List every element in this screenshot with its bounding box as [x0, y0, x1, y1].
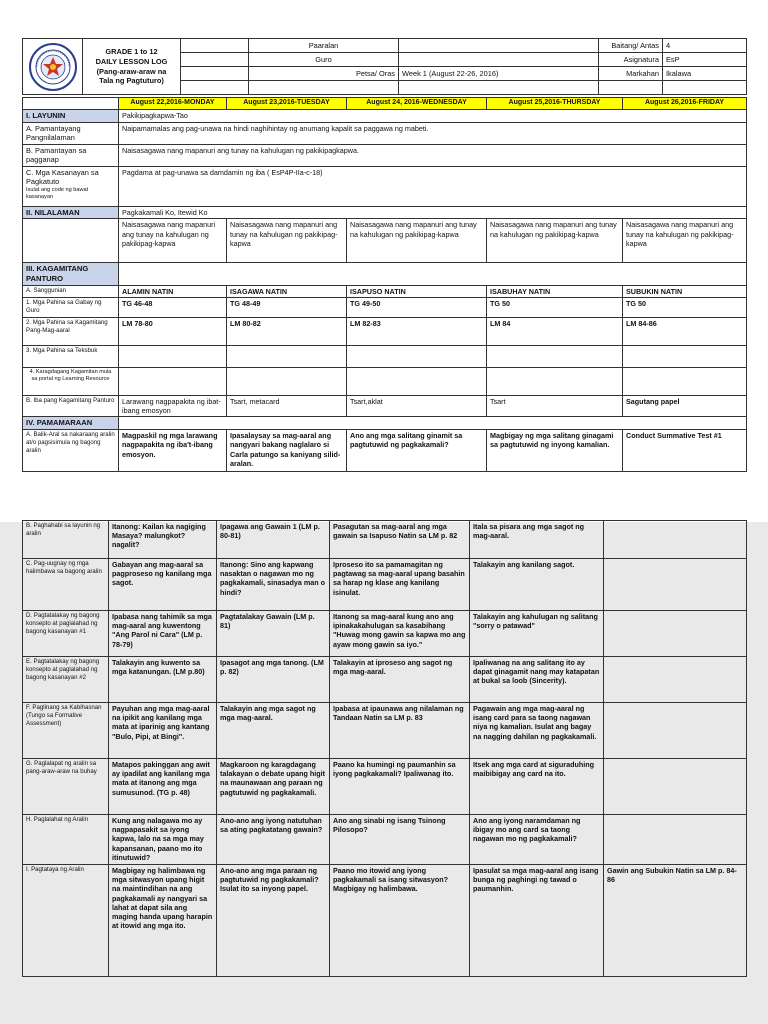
paglinang-title: F. Paglinang sa Kabihasnan	[26, 704, 102, 711]
guro-label: Guro	[249, 53, 399, 67]
blank-cell	[487, 345, 623, 367]
paglinang-thursday: Pagawain ang mga mag-aaral ng isang card para sa taong nagawan niya ng kamalian. Isulat ang bagay na nagging dahilan ng pagkakamali.	[470, 703, 604, 759]
paglinang-note: (Tungo sa Formative Assessment)	[26, 711, 82, 727]
blank-cell	[23, 219, 119, 263]
blank-cell	[347, 367, 487, 395]
pagtatalakay-2-tuesday: Ipasagot ang mga tanong. (LM p. 82)	[217, 657, 330, 703]
pamantayang-pangnilalaman-value: Naipamamalas ang pag-unawa na hindi naghihintay ng anumang kapalit sa paggawa ng mabeti.	[119, 122, 747, 144]
title-line: (Pang-araw-araw na	[96, 66, 167, 76]
nilalaman-title: Pagkakamali Ko, Itewid Ko	[119, 206, 747, 219]
kagamitan-tuesday: Tsart, metacard	[227, 395, 347, 416]
paghahabi-wednesday: Pasagutan sa mag-aaral ang mga gawain sa Isapuso Natin sa LM p. 82	[330, 521, 470, 559]
kasanayan-note: Isulat ang code ng bawat kasanayan	[26, 186, 89, 200]
blank-cell	[227, 345, 347, 367]
paglalahat-monday: Kung ang nalagawa mo ay nagpapasakit sa iyong kapwa, lalo na sa mga may kapansanan, paano mo ito itinutuwid?	[109, 815, 217, 865]
title-line: Tala ng Pagtuturo)	[99, 76, 164, 86]
sanggunian-monday: ALAMIN NATIN	[119, 285, 227, 297]
blank-cell	[181, 53, 249, 67]
pag-uugnay-tuesday: Itanong: Sino ang kapwang nasaktan o nagawan mo ng pagkakamali, sinasadya man o hindi?	[217, 559, 330, 611]
paglalahat-label: H. Paglalahat ng Aralin	[23, 815, 109, 865]
pagtataya-wednesday: Paano mo itowid ang iyong pagkakamali sa isang sitwasyon? Magbigay ng halimbawa.	[330, 865, 470, 977]
paaralan-value	[399, 39, 599, 53]
pagtatalakay-2-wednesday: Talakayin at iproseso ang sagot ng mga mag-aaral.	[330, 657, 470, 703]
blank-cell	[227, 367, 347, 395]
day-thursday: August 25,2016-THURSDAY	[487, 98, 623, 110]
section-pamamaraan: IV. PAMAMARAAN	[23, 417, 119, 430]
paglalahat-thursday: Ano ang iyong naramdaman ng ibigay mo ang card sa taong nagawan mo ng pagkakamali?	[470, 815, 604, 865]
blank-cell	[663, 81, 747, 95]
blank-cell	[23, 98, 119, 110]
paghahabi-tuesday: Ipagawa ang Gawain 1 (LM p. 80-81)	[217, 521, 330, 559]
blank-cell	[347, 345, 487, 367]
nilalaman-tuesday: Naisasagawa nang mapanuri ang tunay na kahulugan ng pakikipag-kapwa	[227, 219, 347, 263]
paglalapat-monday: Matapos pakinggan ang awit ay ipadilat ang kanilang mga mata at itanong ang mga sumusunod. (TG p. 48)	[109, 759, 217, 815]
paglalapat-thursday: Itsek ang mga card at siguraduhing maibibigay ang card na ito.	[470, 759, 604, 815]
pamantayan-pagganap-label: B. Pamantayan sa pagganap	[23, 144, 119, 166]
tg-wednesday: TG 49-50	[347, 297, 487, 317]
tg-monday: TG 46-48	[119, 297, 227, 317]
paghahabi-monday: Itanong: Kailan ka nagiging Masaya? malungkot? nagalit?	[109, 521, 217, 559]
blank-cell	[119, 367, 227, 395]
teksbuk-label: 3. Mga Pahina sa Teksbuk	[23, 345, 119, 367]
blank-cell	[181, 39, 249, 53]
blank-cell	[119, 345, 227, 367]
paglalahat-friday	[604, 815, 747, 865]
pagtatalakay-1-label: D. Pagtatalakay ng bagong konsepto at paglalahad ng bagong kasanayan #1	[23, 611, 109, 657]
pagtatalakay-1-monday: Ipabasa nang tahimik sa mga mag-aaral ang kuwentong "Ang Parol ni Cara" (LM p. 78-79)	[109, 611, 217, 657]
kagamitan-wednesday: Tsart,aklat	[347, 395, 487, 416]
balik-aral-thursday: Magbigay ng mga salitang ginagami sa pagtutuwid ng inyong kamalian.	[487, 430, 623, 472]
guro-value	[399, 53, 599, 67]
balik-aral-friday: Conduct Summative Test #1	[623, 430, 747, 472]
paglalahat-tuesday: Ano-ano ang iyong natutuhan sa ating pagkatatang gawain?	[217, 815, 330, 865]
tg-friday: TG 50	[623, 297, 747, 317]
blank-cell	[181, 81, 249, 95]
pagtatalakay-2-monday: Talakayin ang kuwento sa mga katanungan. (LM p.80)	[109, 657, 217, 703]
paglinang-wednesday: Ipabasa at ipaunawa ang nilalaman ng Tandaan Natin sa LM p. 83	[330, 703, 470, 759]
section-nilalaman: II. NILALAMAN	[23, 206, 119, 219]
sanggunian-tuesday: ISAGAWA NATIN	[227, 285, 347, 297]
pag-uugnay-label: C. Pag-uugnay ng mga halimbawa sa bagong aralin	[23, 559, 109, 611]
pagtataya-label: I. Pagtataya ng Aralin	[23, 865, 109, 977]
kasanayan-label	[23, 166, 119, 206]
header-table	[22, 38, 747, 95]
pagtatalakay-2-label: E. Pagtatalakay ng bagong konsepto at paglalahad ng bagong kasanayan #2	[23, 657, 109, 703]
pag-uugnay-monday: Gabayan ang mag-aaral sa pagproseso ng kanilang mga sagot.	[109, 559, 217, 611]
paghahabi-friday	[604, 521, 747, 559]
lm-thursday: LM 84	[487, 317, 623, 345]
blank-cell	[399, 81, 599, 95]
nilalaman-wednesday: Naisasagawa nang mapanuri ang tunay na kahulugan ng pakikipag-kapwa	[347, 219, 487, 263]
baitang-label: Baitang/ Antas	[599, 39, 663, 53]
pag-uugnay-friday	[604, 559, 747, 611]
karagdagang-kagamitan-label: 4. Karagdagang Kagamitan mula sa portal ng Learning Resource	[23, 367, 119, 395]
markahan-value: Ikalawa	[663, 67, 747, 81]
title-line: GRADE 1 to 12	[105, 46, 158, 56]
blank-cell	[487, 367, 623, 395]
pagtataya-monday: Magbigay ng halimbawa ng mga sitwasyon upang higit na maintindihan na ang pagkakamali ay nangyari sa lahat at dapat sila ang maging handa upang harapin at itowid ang mga ito.	[109, 865, 217, 977]
blank-cell	[181, 67, 249, 81]
blank-cell	[119, 417, 747, 430]
pag-uugnay-thursday: Talakayin ang kanilang sagot.	[470, 559, 604, 611]
sanggunian-wednesday: ISAPUSO NATIN	[347, 285, 487, 297]
blank-cell	[623, 345, 747, 367]
blank-cell	[249, 81, 399, 95]
tg-thursday: TG 50	[487, 297, 623, 317]
balik-aral-monday: Magpaskil ng mga larawang nagpapakita ng iba't-ibang emosyon.	[119, 430, 227, 472]
day-friday: August 26,2016-FRIDAY	[623, 98, 747, 110]
tg-tuesday: TG 48-49	[227, 297, 347, 317]
day-wednesday: August 24, 2016-WEDNESDAY	[347, 98, 487, 110]
paglinang-monday: Payuhan ang mga mag-aaral na ipikit ang kanilang mga mata at iparinig ang kantang "Bulo, Pipi, at Bingi".	[109, 703, 217, 759]
balik-aral-wednesday: Ano ang mga salitang ginamit sa pagtutuwid ng pagkakamali?	[347, 430, 487, 472]
paglalapat-label: G. Paglalapat ng aralin sa pang-araw-araw na buhay	[23, 759, 109, 815]
paghahabi-label: B. Paghahabi sa layunin ng aralin	[23, 521, 109, 559]
blank-cell	[623, 367, 747, 395]
pag-uugnay-wednesday: Iproseso ito sa pamamagitan ng pagtawag sa mag-aaral upang basahin sa harap ng klase ang kanilang isinulat.	[330, 559, 470, 611]
sanggunian-thursday: ISABUHAY NATIN	[487, 285, 623, 297]
blank-cell	[119, 263, 747, 285]
paglalapat-wednesday: Paano ka humingi ng paumanhin sa iyong pagkakamali? Ipaliwanag ito.	[330, 759, 470, 815]
kagamitang-mag-aaral-label: 2. Mga Pahina sa Kagamitang Pang-Mag-aaral	[23, 317, 119, 345]
kagamitan-monday: Larawang nagpapakita ng ibat-ibang emosyon	[119, 395, 227, 416]
day-tuesday: August 23,2016-TUESDAY	[227, 98, 347, 110]
paglalahat-wednesday: Ano ang sinabi ng isang Tsinong Pilosopo?	[330, 815, 470, 865]
section-layunin: I. LAYUNIN	[23, 110, 119, 123]
asignatura-value: EsP	[663, 53, 747, 67]
petsa-value: Week 1 (August 22-26, 2016)	[399, 67, 599, 81]
deped-seal-icon	[28, 42, 78, 92]
asignatura-label: Asignatura	[599, 53, 663, 67]
iba-pang-kagamitan-label: B. Iba pang Kagamitang Panturo	[23, 395, 119, 416]
sanggunian-label: A. Sanggunian	[23, 285, 119, 297]
blank-cell	[599, 81, 663, 95]
lm-tuesday: LM 80-82	[227, 317, 347, 345]
pagtatalakay-2-friday	[604, 657, 747, 703]
days-row	[23, 98, 747, 110]
lesson-table-page-1	[22, 97, 747, 472]
lm-wednesday: LM 82-83	[347, 317, 487, 345]
pagtatalakay-1-tuesday: Pagtatalakay Gawain (LM p. 81)	[217, 611, 330, 657]
nilalaman-monday: Naisasagawa nang mapanuri ang tunay na kahulugan ng pakikipag-kapwa	[119, 219, 227, 263]
pamantayan-pagganap-value: Naisasagawa nang mapanuri ang tunay na kahulugan ng pakikipagkapwa.	[119, 144, 747, 166]
paghahabi-thursday: Itala sa pisara ang mga sagot ng mag-aaral.	[470, 521, 604, 559]
document-title	[83, 39, 181, 95]
sanggunian-friday: SUBUKIN NATIN	[623, 285, 747, 297]
nilalaman-friday: Naisasagawa nang mapanuri ang tunay na kahulugan ng pakikipag-kapwa	[623, 219, 747, 263]
day-monday: August 22,2016-MONDAY	[119, 98, 227, 110]
paglinang-label	[23, 703, 109, 759]
section-kagamitan: III. KAGAMITANG PANTURO	[23, 263, 119, 285]
gabay-guro-label: 1. Mga Pahina sa Gabay ng Guro	[23, 297, 119, 317]
pagtatalakay-1-thursday: Talakayin ang kahulugan ng salitang "sorry o patawad"	[470, 611, 604, 657]
paglinang-tuesday: Talakayin ang mga sagot ng mga mag-aaral.	[217, 703, 330, 759]
lesson-table-page-2	[22, 520, 747, 977]
pagtataya-thursday: Ipasulat sa mga mag-aaral ang isang bunga ng paghingi ng tawad o paumanhin.	[470, 865, 604, 977]
pagtatalakay-2-thursday: Ipaliwanag na ang salitang ito ay dapat ginagamit nang may katapatan at bukal sa loob (Sincerity).	[470, 657, 604, 703]
deped-seal	[23, 39, 83, 95]
paglalapat-friday	[604, 759, 747, 815]
paglalapat-tuesday: Magkaroon ng karagdagang talakayan o debate upang higit na maunawaan ang paraan ng pagtutuwid ng pagkakamali.	[217, 759, 330, 815]
kagamitan-friday: Sagutang papel	[623, 395, 747, 416]
lm-friday: LM 84-86	[623, 317, 747, 345]
markahan-label: Markahan	[599, 67, 663, 81]
pagtatalakay-1-wednesday: Itanong sa mag-aaral kung ano ang ipinakakahulugan sa kasabihang "Huwag mong gawin sa kapwa mo ang ayaw mong gawin sa iyo."	[330, 611, 470, 657]
paglinang-friday	[604, 703, 747, 759]
paaralan-label: Paaralan	[249, 39, 399, 53]
title-line: DAILY LESSON LOG	[95, 56, 168, 66]
baitang-value: 4	[663, 39, 747, 53]
pagtataya-tuesday: Ano-ano ang mga paraan ng pagtutuwid ng pagkakamali? Isulat ito sa inyong papel.	[217, 865, 330, 977]
kasanayan-value: Pagdama at pag-unawa sa damdamin ng iba ( EsP4P-IIa-c-18)	[119, 166, 747, 206]
pagtataya-friday: Gawin ang Subukin Natin sa LM p. 84-86	[604, 865, 747, 977]
lm-monday: LM 78-80	[119, 317, 227, 345]
pagtatalakay-1-friday	[604, 611, 747, 657]
kagamitan-thursday: Tsart	[487, 395, 623, 416]
petsa-label: Petsa/ Oras	[249, 67, 399, 81]
layunin-sub: Pakikipagkapwa-Tao	[119, 110, 747, 123]
balik-aral-tuesday: Ipasalaysay sa mag-aaral ang nangyari bakang naglalaro si Carla patungo sa kaniyang silid-aralan.	[227, 430, 347, 472]
kasanayan-title: C. Mga Kasanayan sa Pagkatuto	[26, 167, 99, 187]
nilalaman-thursday: Naisasagawa nang mapanuri ang tunay na kahulugan ng pakikipag-kapwa	[487, 219, 623, 263]
pamantayang-pangnilalaman-label: A. Pamantayang Pangnilalaman	[23, 122, 119, 144]
balik-aral-label: A. Balik-Aral sa nakaraang aralin at/o pagsisimula ng bagong aralin	[23, 430, 119, 472]
